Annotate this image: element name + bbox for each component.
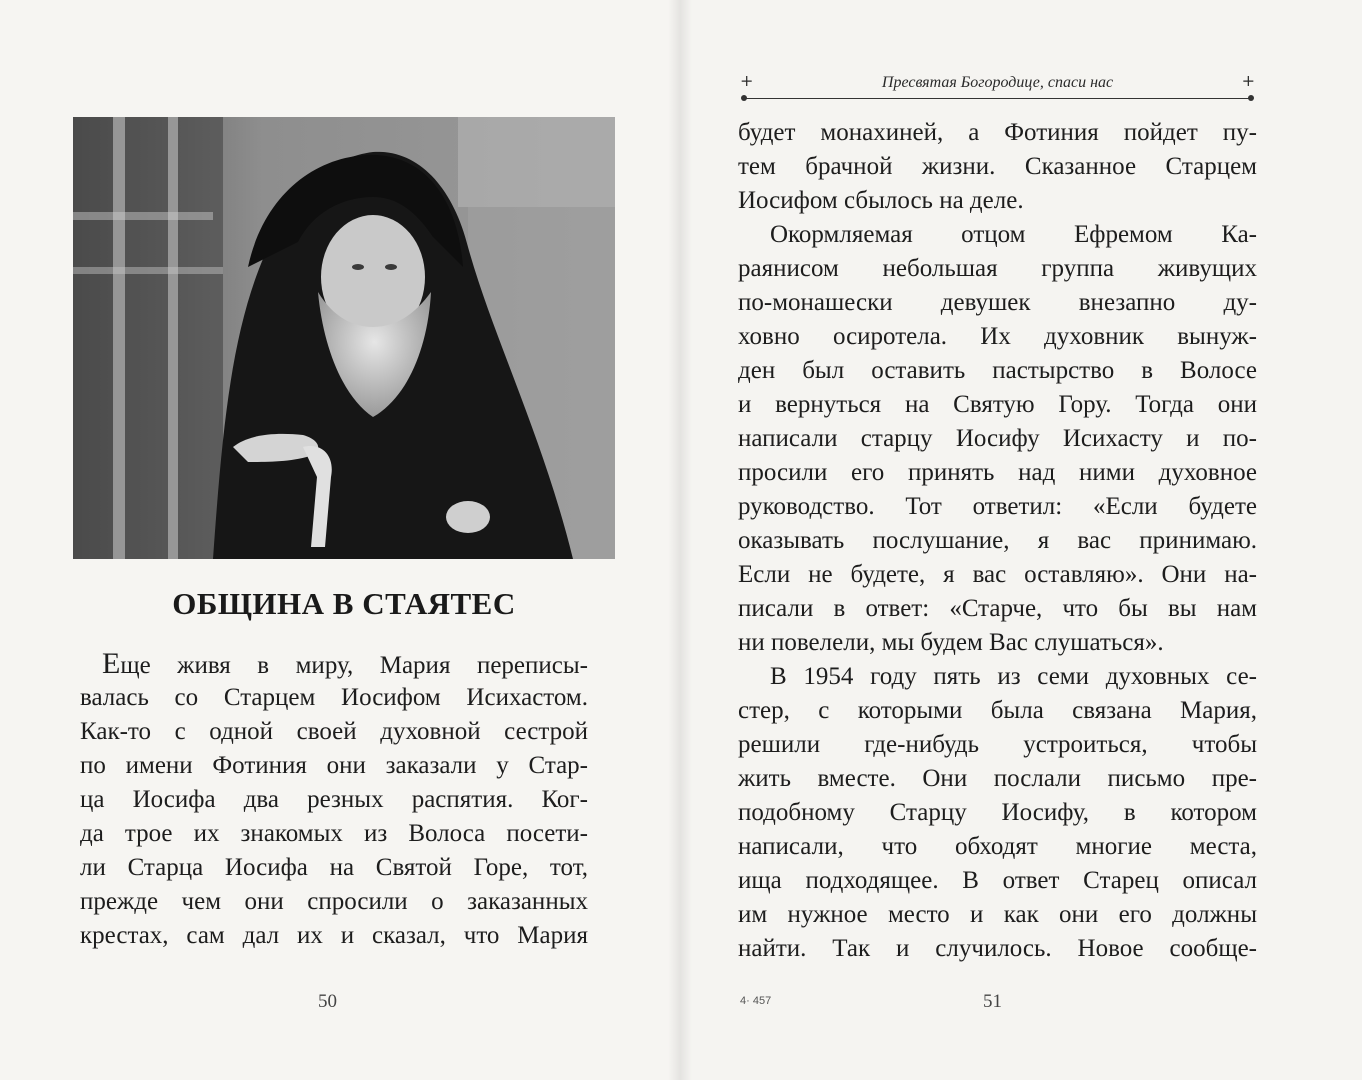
running-header	[738, 71, 1257, 104]
portrait-photo-icon	[73, 117, 615, 559]
book-gutter	[668, 0, 692, 1080]
text-line: Как-то с одной своей духовной сестрой	[80, 718, 588, 745]
page-number-left: 50	[318, 991, 337, 1012]
text-line: В 1954 году пять из семи духовных се-	[770, 663, 1257, 690]
text-line: оказывать послушание, я вас принимаю.	[738, 527, 1257, 554]
text-line: решили где-нибудь устроиться, чтобы	[738, 731, 1257, 758]
text-line: писали в ответ: «Старче, что бы вы нам	[738, 595, 1257, 622]
drop-cap: Е	[102, 647, 121, 680]
text-line: ли Старца Иосифа на Святой Горе, тот,	[80, 854, 588, 881]
text-line: Если не будете, я вас оставляю». Они на-	[738, 561, 1257, 588]
text-line: ден был оставить пастырство в Волосе	[738, 357, 1257, 384]
printer-signature: 4· 457	[740, 995, 772, 1007]
text-line: и вернуться на Святую Гору. Тогда они	[738, 391, 1257, 418]
text-line: написали старцу Иосифу Исихасту и по-	[738, 425, 1257, 452]
text-line: ховно осиротела. Их духовник вынуж-	[738, 323, 1257, 350]
text-line: стер, с которыми была связана Мария,	[738, 697, 1257, 724]
text-line: валась со Старцем Иосифом Исихастом.	[80, 684, 588, 711]
text-line: найти. Так и случилось. Новое сообще-	[738, 935, 1257, 962]
text-line: им нужное место и как они его должны	[738, 901, 1257, 928]
text-line: крестах, сам дал их и сказал, что Мария	[80, 922, 588, 949]
left-page	[0, 0, 680, 1080]
text-line: ни повелели, мы будем Вас слушаться».	[738, 629, 1164, 656]
text-line: по-монашески девушек внезапно ду-	[738, 289, 1257, 316]
text-line: раянисом небольшая группа живущих	[738, 255, 1257, 282]
text-line: ища подходящее. В ответ Старец описал	[738, 867, 1257, 894]
right-body-text	[738, 116, 1257, 966]
text-line: подобному Старцу Иосифу, в котором	[738, 799, 1257, 826]
text-line: руководство. Тот ответил: «Если будете	[738, 493, 1257, 520]
elder-portrait-photo	[73, 117, 615, 559]
chapter-heading: ОБЩИНА В СТАЯТЕС	[172, 586, 516, 621]
cross-icon: +	[740, 71, 754, 90]
text-line: Окормляемая отцом Ефремом Ка-	[770, 221, 1257, 248]
rule-dot-icon	[741, 95, 747, 101]
text-line: по имени Фотиния они заказали у Стар-	[80, 752, 588, 779]
rule-dot-icon	[1248, 95, 1254, 101]
text-line: прежде чем они спросили о заказанных	[80, 888, 588, 915]
text-line: будет монахиней, а Фотиния пойдет пу-	[738, 119, 1257, 146]
text-line: Иосифом сбылось на деле.	[738, 187, 1024, 214]
text-line: жить вместе. Они послали письмо пре-	[738, 765, 1257, 792]
page-number-right: 51	[983, 991, 1002, 1012]
text-line: да трое их знакомых из Волоса посети-	[80, 820, 588, 847]
text-line: ца Иосифа два резных распятия. Ког-	[80, 786, 588, 813]
left-body-text	[80, 647, 588, 953]
text-line: Еще живя в миру, Мария переписы-	[102, 647, 588, 680]
text-line: тем брачной жизни. Сказанное Старцем	[738, 153, 1257, 180]
cross-icon: +	[1241, 71, 1255, 90]
running-header-title: Пресвятая Богородице, спаси нас	[881, 74, 1114, 91]
header-rule	[744, 98, 1251, 99]
text-line: просили его принять над ними духовное	[738, 459, 1257, 486]
text-line: написали, что обходят многие места,	[738, 833, 1257, 860]
